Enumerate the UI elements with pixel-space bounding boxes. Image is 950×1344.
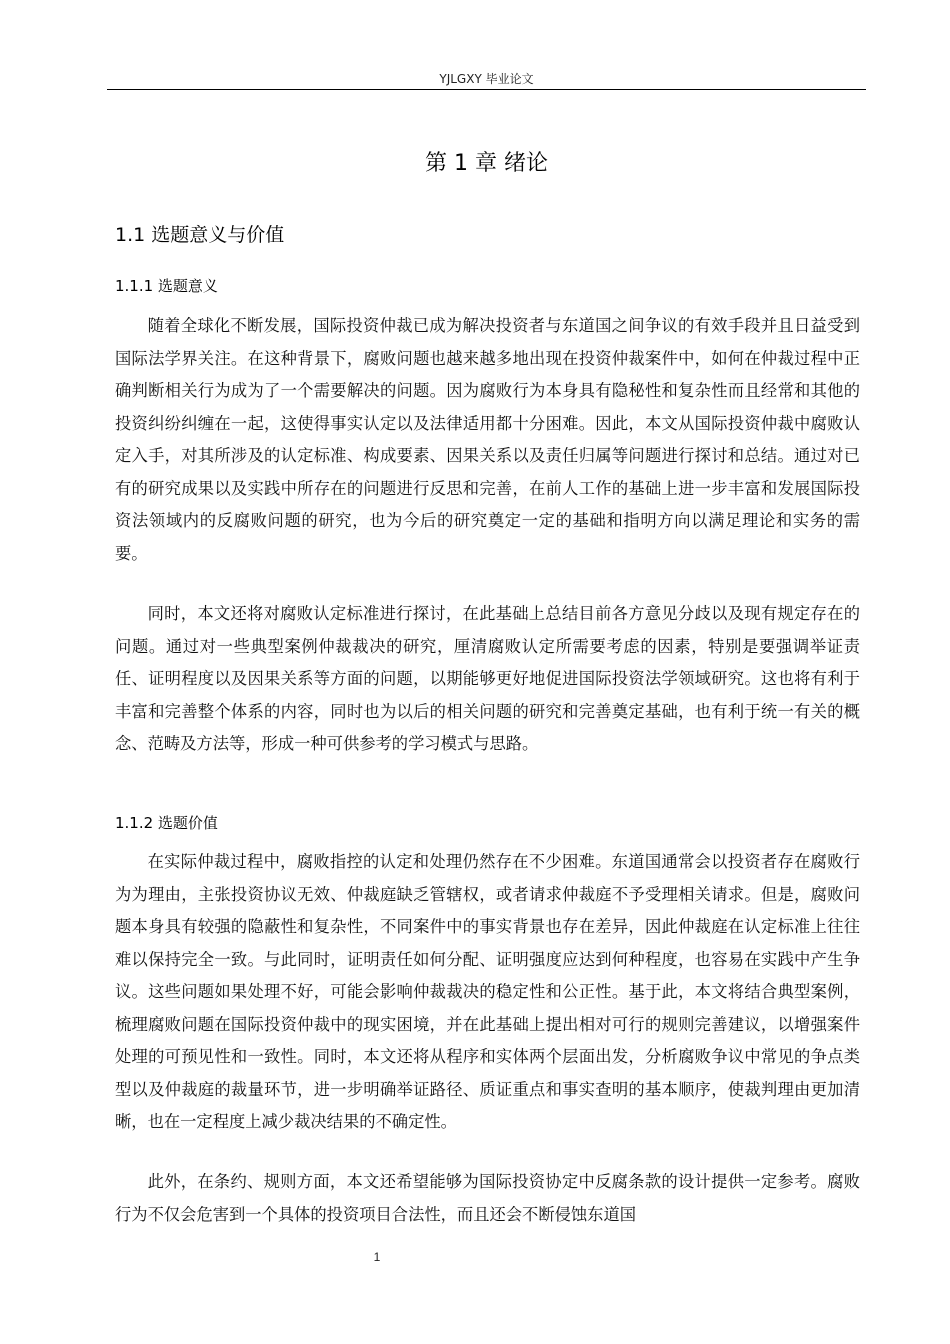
paragraph: 在实际仲裁过程中，腐败指控的认定和处理仍然存在不少困难。东道国通常会以投资者存在腐败行为为理由，主张投资协议无效、仲裁庭缺乏管辖权，或者请求仲裁庭不予受理相关请求。但是，腐败问题本身具有较强的隐蔽性和复杂性，不同案件中的事实背景也存在差异，因此仲裁庭在认定标准上往往难以保持完全一致。与此同时，证明责任如何分配、证明强度应达到何种程度，也容易在实践中产生争议。这些问题如果处理不好，可能会影响仲裁裁决的稳定性和公正性。基于此，本文将结合典型案例，梳理腐败问题在国际投资仲裁中的现实困境，并在此基础上提出相对可行的规则完善建议，以增强案件处理的可预见性和一致性。同时，本文还将从程序和实体两个层面出发，分析腐败争议中常见的争点类型以及仲裁庭的裁量环节，进一步明确举证路径、质证重点和事实查明的基本顺序，使裁判理由更加清晰，也在一定程度上减少裁决结果的不确定性。 <box>115 852 860 1131</box>
page-header: YJLGXY 毕业论文 <box>439 72 534 86</box>
paragraph: 随着全球化不断发展，国际投资仲裁已成为解决投资者与东道国之间争议的有效手段并且日益受到国际法学界关注。在这种背景下，腐败问题也越来越多地出现在投资仲裁案件中，如何在仲裁过程中正确判断相关行为成为了一个需要解决的问题。因为腐败行为本身具有隐秘性和复杂性而且经常和其他的投资纠纷纠缠在一起，这使得事实认定以及法律适用都十分困难。因此，本文从国际投资仲裁中腐败认定入手，对其所涉及的认定标准、构成要素、因果关系以及责任归属等问题进行探讨和总结。通过对已有的研究成果以及实践中所存在的问题进行反思和完善，在前人工作的基础上进一步丰富和发展国际投资法领域内的反腐败问题的研究，也为今后的研究奠定一定的基础和指明方向以满足理论和实务的需要。 <box>115 316 860 563</box>
paragraph: 同时，本文还将对腐败认定标准进行探讨，在此基础上总结目前各方意见分歧以及现有规定存在的问题。通过对一些典型案例仲裁裁决的研究，厘清腐败认定所需要考虑的因素，特别是要强调举证责任、证明程度以及因果关系等方面的问题，以期能够更好地促进国际投资法学领域研究。这也将有利于丰富和完善整个体系的内容，同时也为以后的相关问题的研究和完善奠定基础，也有利于统一有关的概念、范畴及方法等，形成一种可供参考的学习模式与思路。 <box>115 604 860 753</box>
subsection-heading-1-1-2: 1.1.2 选题价值 <box>115 814 218 832</box>
chapter-title: 第 1 章 绪论 <box>425 151 548 176</box>
section-heading-1-1: 1.1 选题意义与价值 <box>115 224 285 246</box>
subsection-heading-1-1-1: 1.1.1 选题意义 <box>115 277 218 295</box>
header-divider <box>107 89 866 90</box>
page-number: 1 <box>373 1250 381 1264</box>
paragraph: 此外，在条约、规则方面，本文还希望能够为国际投资协定中反腐条款的设计提供一定参考。腐败行为不仅会危害到一个具体的投资项目合法性，而且还会不断侵蚀东道国 <box>115 1172 860 1224</box>
